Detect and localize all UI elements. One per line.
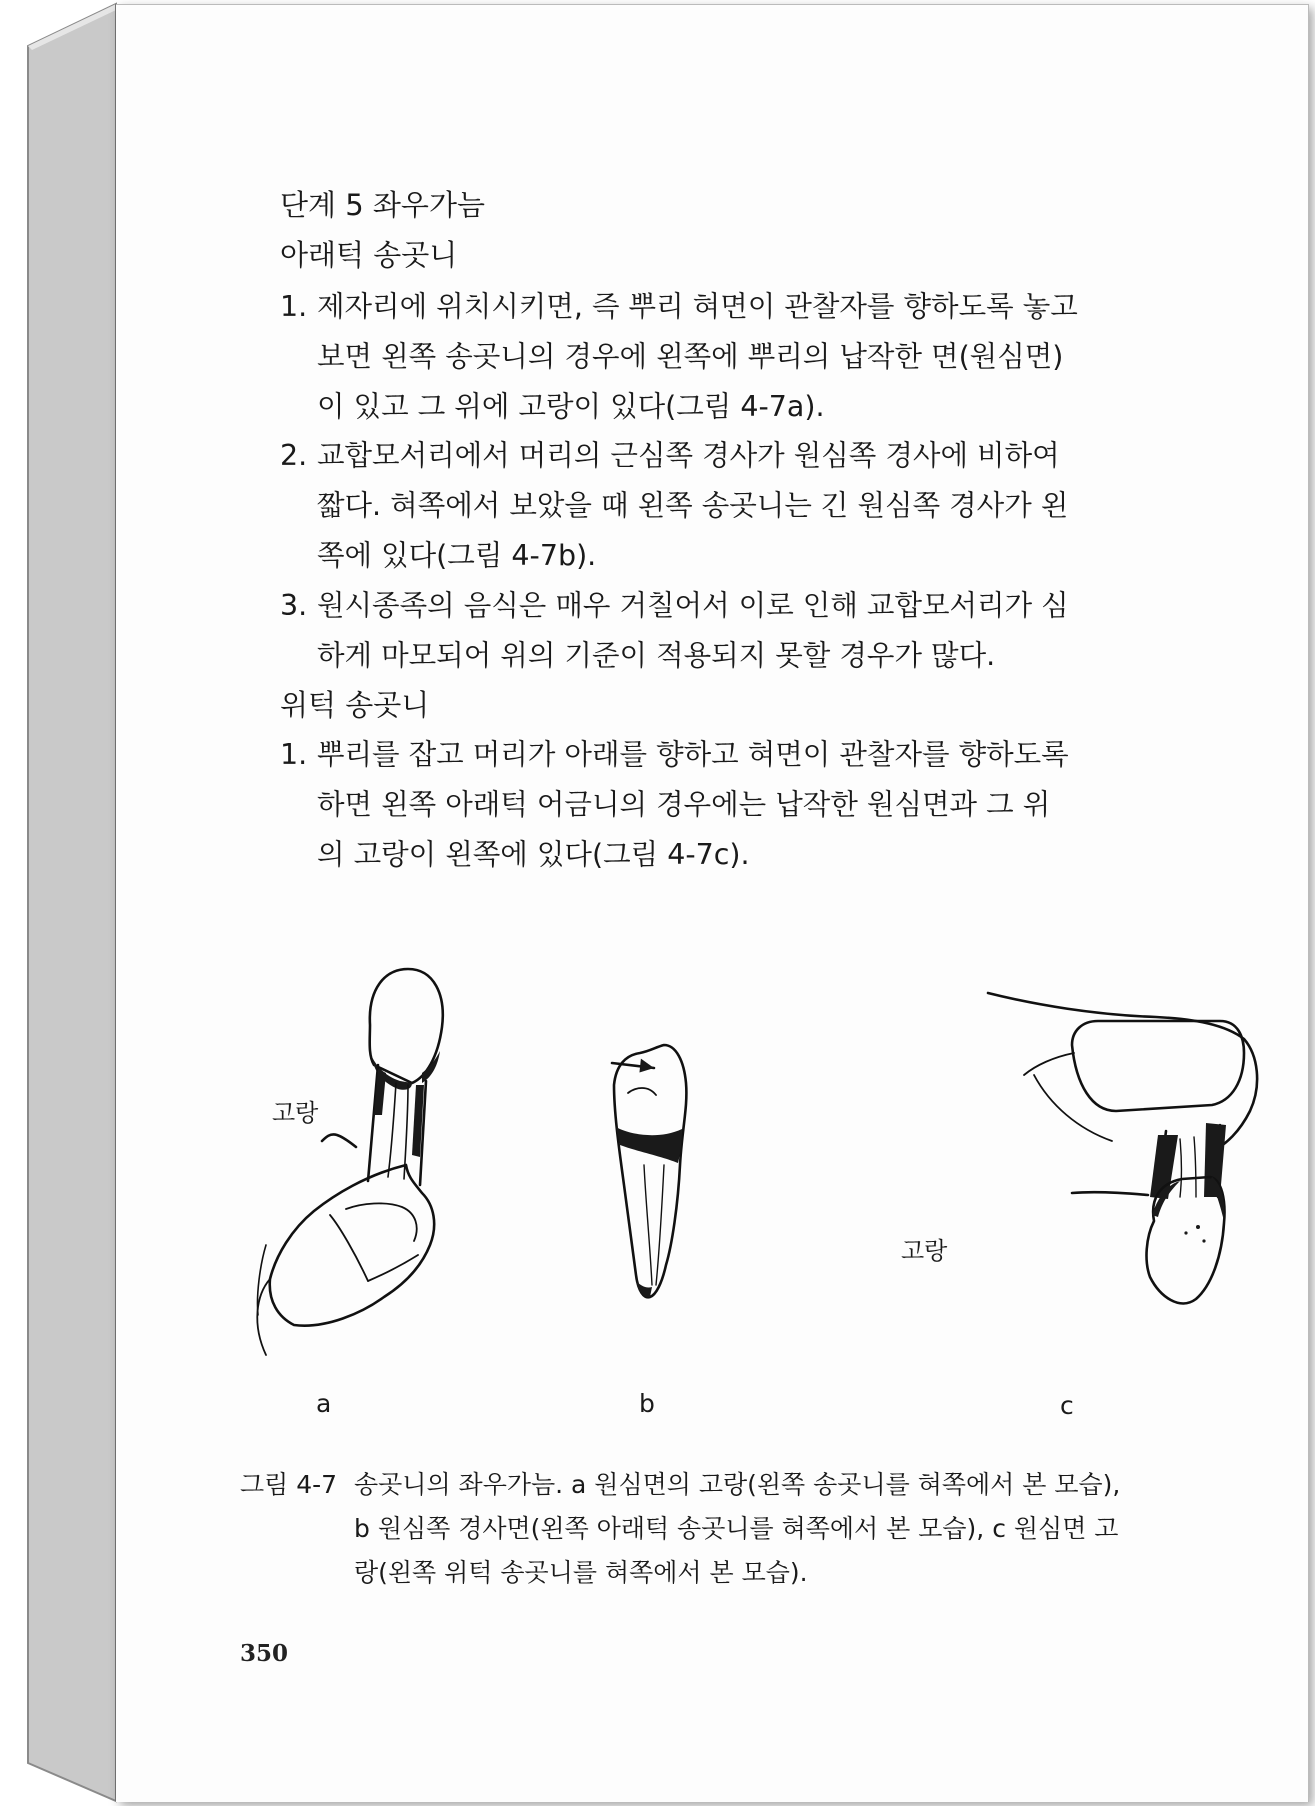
lower-item-2-line-3: 쪽에 있다(그림 4-7b). (317, 539, 597, 572)
upper-item-1-line-1: 뿌리를 잡고 머리가 아래를 향하고 혀면이 관찰자를 향하도록 (317, 738, 1069, 771)
lower-item-3-line-2: 하게 마모되어 위의 기준이 적용되지 못할 경우가 많다. (317, 639, 996, 672)
figure-4-7-illustration (116, 965, 1308, 1415)
panel-a-letter: a (316, 1389, 332, 1418)
upper-canine-heading: 위턱 송곳니 (280, 688, 430, 722)
figure-caption-number: 그림 4-7 (240, 1470, 338, 1499)
panel-a-groove-label: 고랑 (272, 1099, 319, 1127)
lower-item-1-line-2: 보면 왼쪽 송곳니의 경우에 왼쪽에 뿌리의 납작한 면(원심면) (317, 340, 1064, 373)
lower-item-2-line-2: 짧다. 혀쪽에서 보았을 때 왼쪽 송곳니는 긴 원심쪽 경사가 왼 (317, 489, 1069, 522)
upper-item-1-line-3: 의 고랑이 왼쪽에 있다(그림 4-7c). (317, 838, 750, 871)
panel-b-letter: b (639, 1389, 655, 1418)
upper-item-1-number: 1. (280, 738, 308, 771)
figure-caption-line-3: 랑(왼쪽 위턱 송곳니를 혀쪽에서 본 모습). (354, 1558, 808, 1587)
panel-c-groove-label: 고랑 (901, 1237, 948, 1265)
lower-item-1-line-3: 이 있고 그 위에 고랑이 있다(그림 4-7a). (317, 390, 825, 423)
page-number: 350 (240, 1640, 289, 1667)
panel-c-letter: c (1060, 1391, 1074, 1420)
panel-a-drawing (257, 969, 442, 1355)
figure-caption-line-2: b 원심쪽 경사면(왼쪽 아래턱 송곳니를 혀쪽에서 본 모습), c 원심면 고 (354, 1514, 1119, 1543)
lower-item-2-number: 2. (280, 439, 308, 472)
figure-caption-line-1: 송곳니의 좌우가늠. a 원심면의 고랑(왼쪽 송곳니를 혀쪽에서 본 모습), (354, 1470, 1121, 1499)
panel-c-drawing (988, 993, 1257, 1303)
lower-item-2-line-1: 교합모서리에서 머리의 근심쪽 경사가 원심쪽 경사에 비하여 (317, 439, 1060, 472)
book-page (116, 4, 1309, 1802)
panel-b-drawing (612, 1045, 686, 1297)
lower-item-3-line-1: 원시종족의 음식은 매우 거칠어서 이로 인해 교합모서리가 심 (317, 589, 1069, 622)
step-title: 단계 5 좌우가늠 (280, 188, 485, 222)
upper-item-1-line-2: 하면 왼쪽 아래턱 어금니의 경우에는 납작한 원심면과 그 위 (317, 788, 1051, 821)
lower-item-1-number: 1. (280, 290, 308, 323)
lower-item-1-line-1: 제자리에 위치시키면, 즉 뿌리 혀면이 관찰자를 향하도록 놓고 (317, 290, 1078, 323)
lower-item-3-number: 3. (280, 589, 308, 622)
lower-canine-heading: 아래턱 송곳니 (280, 238, 458, 272)
